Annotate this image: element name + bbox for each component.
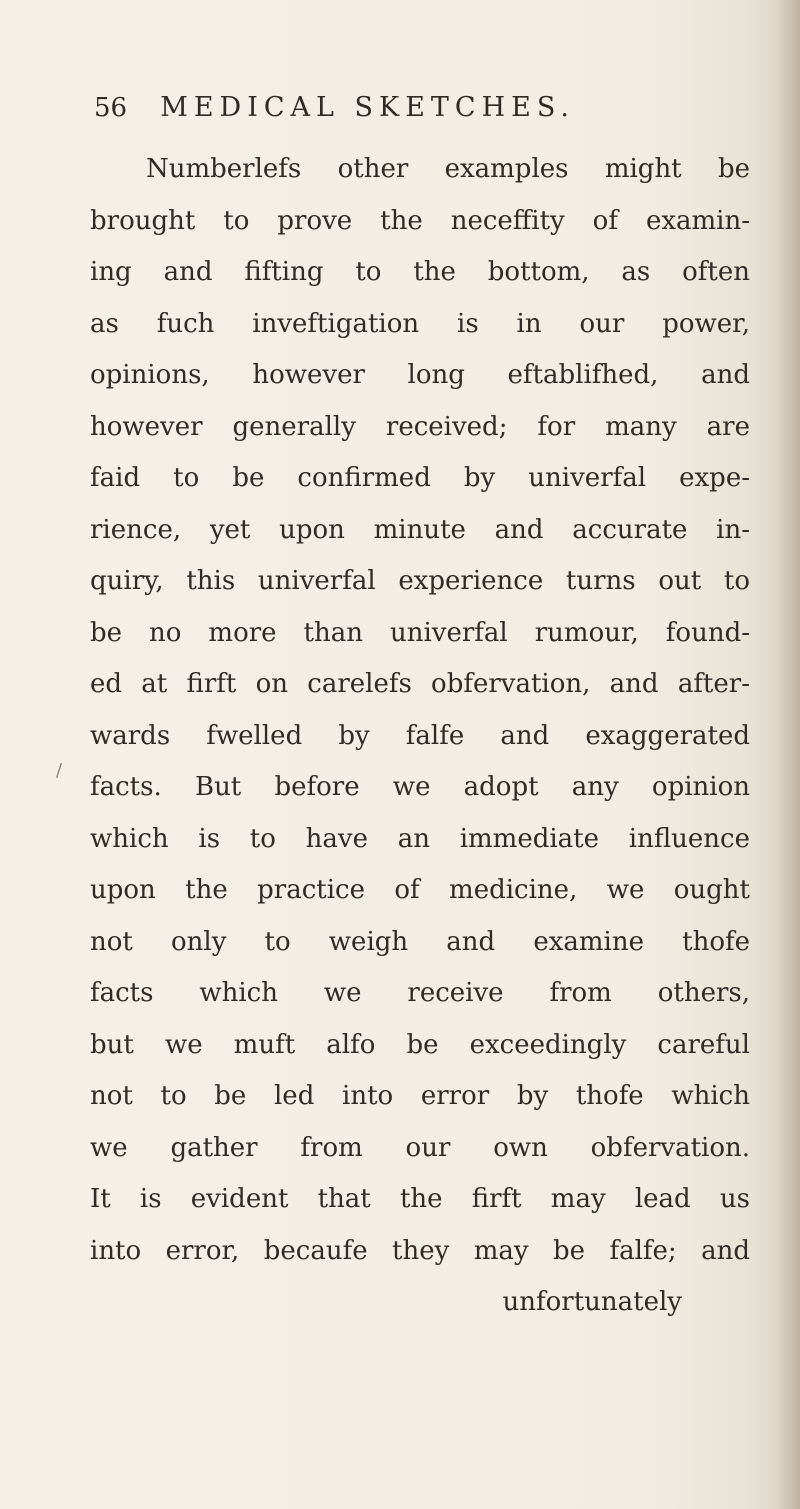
text-line: Numberlefs other examples might be <box>146 154 750 184</box>
text-line: not to be led into error by thofe which <box>90 1081 750 1111</box>
catchword: unfortunately <box>502 1287 682 1317</box>
text-line: but we muft alfo be exceedingly careful <box>90 1029 750 1060</box>
text-line: facts which we receive from others, <box>90 978 750 1008</box>
text-line: brought to prove the neceffity of examin- <box>90 205 750 236</box>
text-line: faid to be confirmed by univerfal expe- <box>90 463 750 493</box>
body-text <box>90 144 750 1329</box>
text-line: not only to weigh and examine thofe <box>90 926 750 957</box>
running-head: MEDICAL SKETCHES. <box>160 92 575 123</box>
text-line: as fuch inveftigation is in our power, <box>90 308 750 339</box>
text-line: ing and fifting to the bottom, as often <box>90 257 750 287</box>
text-line: be no more than univerfal rumour, found- <box>90 617 750 648</box>
text-line: facts. But before we adopt any opinion <box>90 772 750 802</box>
text-line: quiry, this univerfal experience turns out to <box>90 566 750 596</box>
text-line: we gather from our own obfervation. <box>90 1132 750 1163</box>
text-line: ed at firft on carelefs obfervation, and after- <box>90 669 750 699</box>
margin-mark: / <box>56 760 63 781</box>
text-line: however generally received; for many are <box>90 411 750 442</box>
page-number: 56 <box>94 93 128 123</box>
text-line: into error, becaufe they may be falfe; and <box>90 1235 750 1266</box>
page-edge-shadow <box>776 0 800 1509</box>
text-line: rience, yet upon minute and accurate in- <box>90 514 750 545</box>
text-line: opinions, however long eftablifhed, and <box>90 360 750 390</box>
text-line: wards fwelled by falfe and exaggerated <box>90 720 750 751</box>
page-header <box>94 92 734 123</box>
text-line: which is to have an immediate influence <box>90 823 750 854</box>
text-line: upon the practice of medicine, we ought <box>90 875 750 905</box>
text-line: It is evident that the firft may lead us <box>90 1184 750 1214</box>
